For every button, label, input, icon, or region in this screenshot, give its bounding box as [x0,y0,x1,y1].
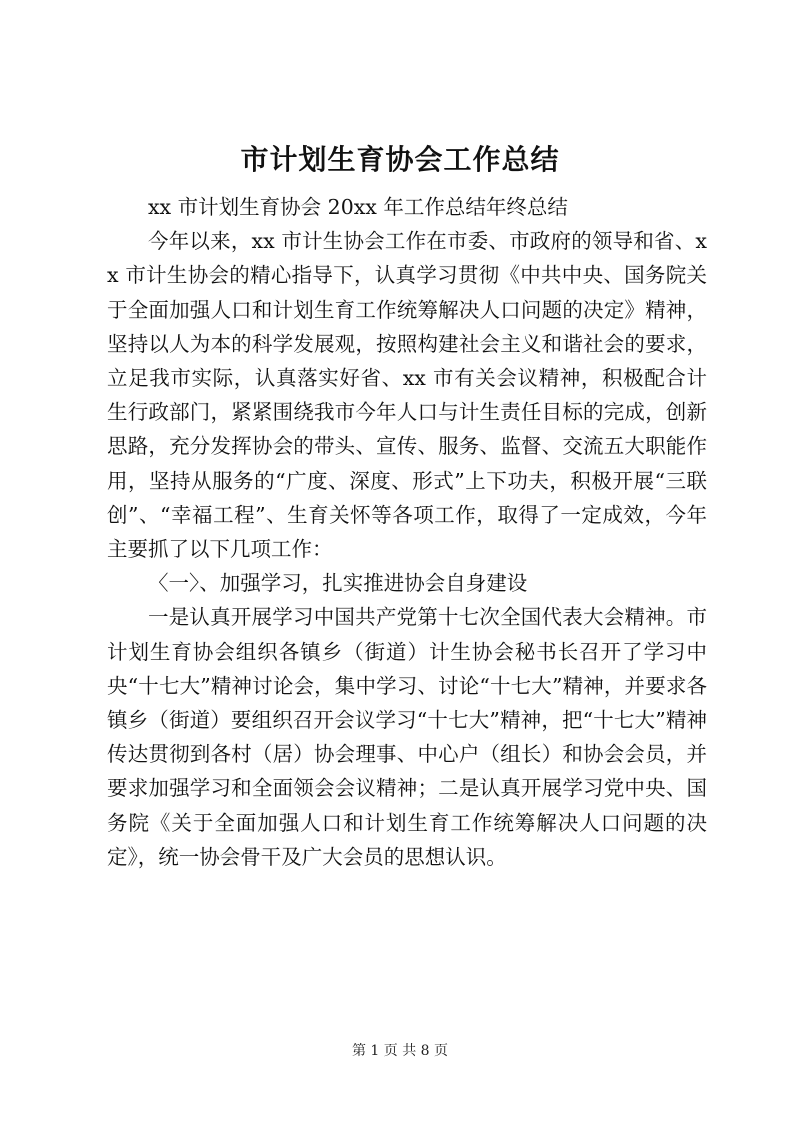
subtitle-paragraph: xx 市计划生育协会 20xx 年工作总结年终总结 [148,195,568,219]
document-title: 市计划生育协会工作总结 [240,143,560,176]
intro-paragraph: 今年以来，xx 市计生协会工作在市委、市政府的领导和省、xx 市计生协会的精心指导下，认真学习贯彻《中共中央、国务院关于全面加强人口和计划生育工作统筹解决人口问题的决定》精神，坚持以人为本的科学发展观，按照构建社会主义和谐社会的要求，立足我市实际，认真落实好省、xx 市有关会议精神，积极配合计生行政部门，紧紧围绕我市今年人口与计生责任目标的完成，创新思路，充分发挥协会的带头、宣传、服务、监督、交流五大职能作用，坚持从服务的“广度、深度、形式”上下功夫，积极开展“三联创”、“幸福工程”、生育关怀等各项工作，取得了一定成效，今年主要抓了以下几项工作： [107,229,707,562]
page-number-footer: 第 1 页 共 8 页 [351,1043,449,1059]
document-body [107,190,707,874]
body-paragraph: 一是认真开展学习中国共产党第十七次全国代表大会精神。市计划生育协会组织各镇乡（街道）计生协会秘书长召开了学习中央“十七大”精神讨论会，集中学习、讨论“十七大”精神，并要求各镇乡（街道）要组织召开会议学习“十七大”精神，把“十七大”精神传达贯彻到各村（居）协会理事、中心户（组长）和协会会员，并要求加强学习和全面领会会议精神；二是认真开展学习党中央、国务院《关于全面加强人口和计划生育工作统筹解决人口问题的决定》，统一协会骨干及广大会员的思想认识。 [107,605,707,869]
section-heading: 〈一〉、加强学习，扎实推进协会自身建设 [148,571,528,596]
